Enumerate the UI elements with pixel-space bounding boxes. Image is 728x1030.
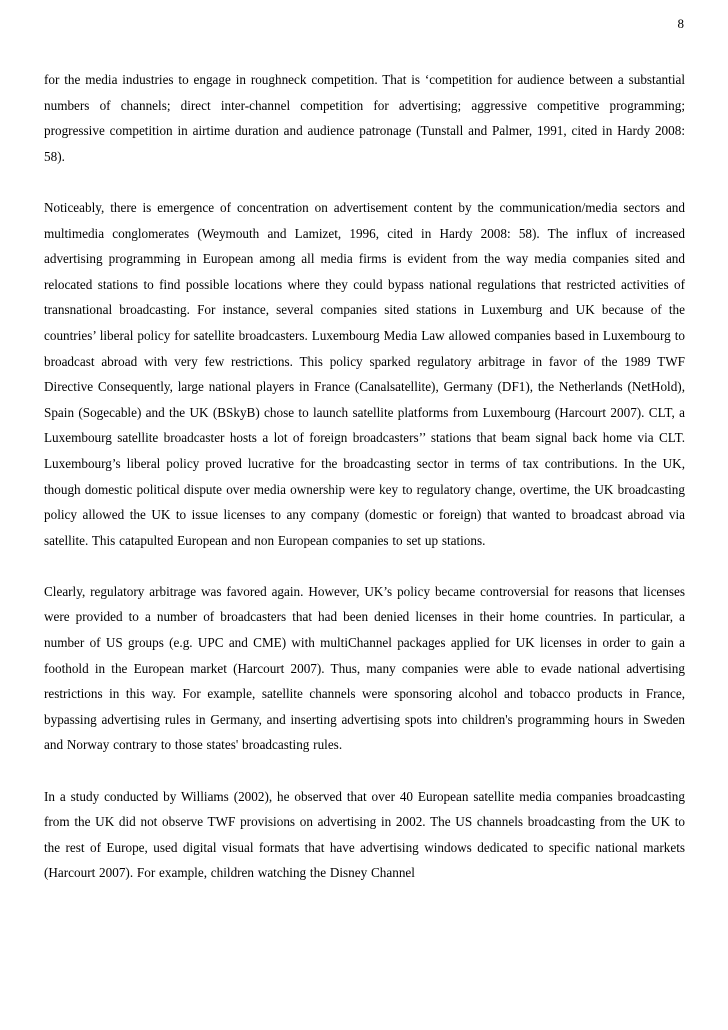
paragraph-4: In a study conducted by Williams (2002), he observed that over 40 European satellite media companies broadcasting from the UK did not observe TWF provisions on advertising in 2002. The US channels broadcasting from the UK to the rest of Europe, used digital visual formats that have advertising windows dedicated to specific national markets (Harcourt 2007). For example, children watching the Disney Channel bbox=[44, 788, 685, 881]
paragraph-3: Clearly, regulatory arbitrage was favored again. However, UK’s policy became controversial for reasons that licenses were provided to a number of broadcasters that had been denied licenses in their home countries. In particular, a number of US groups (e.g. UPC and CME) with multiChannel packages applied for UK licenses in order to gain a foothold in the European market (Harcourt 2007). Thus, many companies were able to evade national advertising restrictions in this way. For example, satellite channels were sponsoring alcohol and tobacco products in France, bypassing advertising rules in Germany, and inserting advertising spots into children's programming hours in Sweden and Norway contrary to those states' broadcasting rules. bbox=[44, 583, 685, 753]
page-number: 8 bbox=[677, 16, 684, 31]
paragraph-2: Noticeably, there is emergence of concentration on advertisement content by the communication/media sectors and multimedia conglomerates (Weymouth and Lamizet, 1996, cited in Hardy 2008: 58). The influx of increased advertising programming in European among all media firms is evident from the way media companies sited and relocated stations to find possible locations where they could bypass national regulations that restricted activities of transnational broadcasting. For instance, several companies sited stations in Luxemburg and UK because of the countries’ liberal policy for satellite broadcasters. Luxembourg Media Law allowed companies based in Luxembourg to broadcast abroad with very few restrictions. This policy sparked regulatory arbitrage in favor of the 1989 TWF Directive Consequently, large national players in France (Canalsatellite), Germany (DF1), the Netherlands (NetHold), Spain (Sogecable) and the UK (BSkyB) chose to launch satellite platforms from Luxembourg (Harcourt 2007). CLT, a Luxembourg satellite broadcaster hosts a lot of foreign broadcasters’’ stations that beam signal back home via CLT. Luxembourg’s liberal policy proved lucrative for the broadcasting sector in terms of tax contributions. In the UK, though domestic political dispute over media ownership were key to regulatory change, overtime, the UK broadcasting policy allowed the UK to issue licenses to any company (domestic or foreign) that wanted to broadcast abroad via satellite. This catapulted European and non European companies to set up stations. bbox=[44, 199, 685, 548]
document-body bbox=[44, 67, 685, 886]
paragraph-1: for the media industries to engage in roughneck competition. That is ‘competition for audience between a substantial numbers of channels; direct inter-channel competition for advertising; aggressive competitive programming; progressive competition in airtime duration and audience patronage (Tunstall and Palmer, 1991, cited in Hardy 2008: 58). bbox=[44, 72, 685, 164]
